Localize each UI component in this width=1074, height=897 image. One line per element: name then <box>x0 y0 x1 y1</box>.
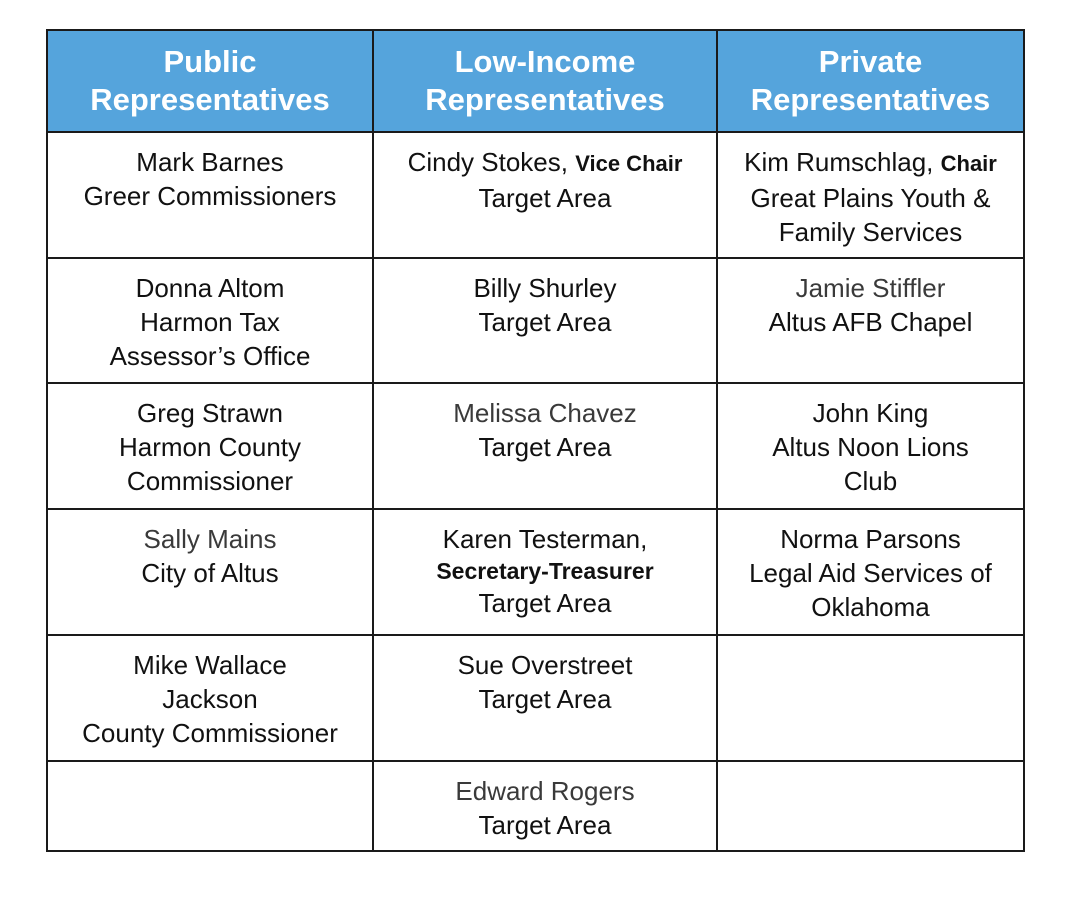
cell-public-empty <box>47 761 373 851</box>
cell-private-empty <box>717 761 1024 851</box>
member-org: Target Area <box>478 684 612 714</box>
header-low-income: Low-Income Representatives <box>373 30 717 132</box>
member-org: Legal Aid Services of <box>749 558 992 588</box>
cell-public <box>47 509 373 635</box>
header-row <box>47 30 1024 132</box>
member-org: Jackson <box>162 684 258 714</box>
table-row <box>47 635 1024 761</box>
member-org: Great Plains Youth & <box>750 183 991 213</box>
cell-private-empty <box>717 635 1024 761</box>
member-org: Harmon County <box>118 432 302 462</box>
member-name: Greg Strawn <box>137 398 283 428</box>
cell-private <box>717 383 1024 509</box>
cell-low-income <box>373 383 717 509</box>
member-name: Karen Testerman, <box>442 524 648 554</box>
member-org: Target Area <box>478 432 612 462</box>
member-name: Donna Altom <box>135 273 285 303</box>
cell-low-income <box>373 635 717 761</box>
member-role: Vice Chair <box>575 151 683 176</box>
member-name: Cindy Stokes, <box>407 147 568 177</box>
member-role: Chair <box>940 151 997 176</box>
member-name-line <box>718 145 1023 181</box>
cell-private <box>717 258 1024 383</box>
member-name: Melissa Chavez <box>453 398 637 428</box>
member-name: Edward Rogers <box>455 776 635 806</box>
table-row <box>47 383 1024 509</box>
member-org: Family Services <box>778 217 963 247</box>
member-org: Altus AFB Chapel <box>768 307 973 337</box>
member-name: Sue Overstreet <box>457 650 633 680</box>
member-name: Norma Parsons <box>780 524 961 554</box>
member-org: City of Altus <box>141 558 279 588</box>
member-name: Billy Shurley <box>473 273 617 303</box>
member-name: Mark Barnes <box>136 147 284 177</box>
member-name: John King <box>812 398 929 428</box>
member-org: Target Area <box>478 307 612 337</box>
member-org: Oklahoma <box>811 592 930 622</box>
cell-private <box>717 509 1024 635</box>
member-org: Harmon Tax <box>140 307 280 337</box>
representatives-table <box>46 29 1025 852</box>
table-row <box>47 132 1024 258</box>
member-org: County Commissioner <box>82 718 338 748</box>
cell-low-income <box>373 509 717 635</box>
member-org: Target Area <box>478 183 612 213</box>
member-name: Mike Wallace <box>133 650 287 680</box>
cell-public <box>47 132 373 258</box>
member-org: Target Area <box>478 810 612 840</box>
cell-public <box>47 258 373 383</box>
member-org: Assessor’s Office <box>109 341 311 371</box>
cell-public <box>47 383 373 509</box>
header-private: Private Representatives <box>717 30 1024 132</box>
cell-private <box>717 132 1024 258</box>
member-org: Target Area <box>478 588 612 618</box>
member-role: Secretary-Treasurer <box>436 558 654 584</box>
table-row <box>47 761 1024 851</box>
member-name: Kim Rumschlag, <box>744 147 934 177</box>
member-org: Commissioner <box>126 466 294 496</box>
cell-low-income <box>373 258 717 383</box>
table-row <box>47 258 1024 383</box>
cell-public <box>47 635 373 761</box>
member-org: Club <box>843 466 898 496</box>
cell-low-income <box>373 132 717 258</box>
table-row <box>47 509 1024 635</box>
member-org: Altus Noon Lions <box>772 432 969 462</box>
header-public: Public Representatives <box>47 30 373 132</box>
member-name-line <box>374 145 716 181</box>
cell-low-income <box>373 761 717 851</box>
member-org: Greer Commissioners <box>83 181 337 211</box>
member-name: Jamie Stiffler <box>795 273 946 303</box>
member-name: Sally Mains <box>143 524 277 554</box>
